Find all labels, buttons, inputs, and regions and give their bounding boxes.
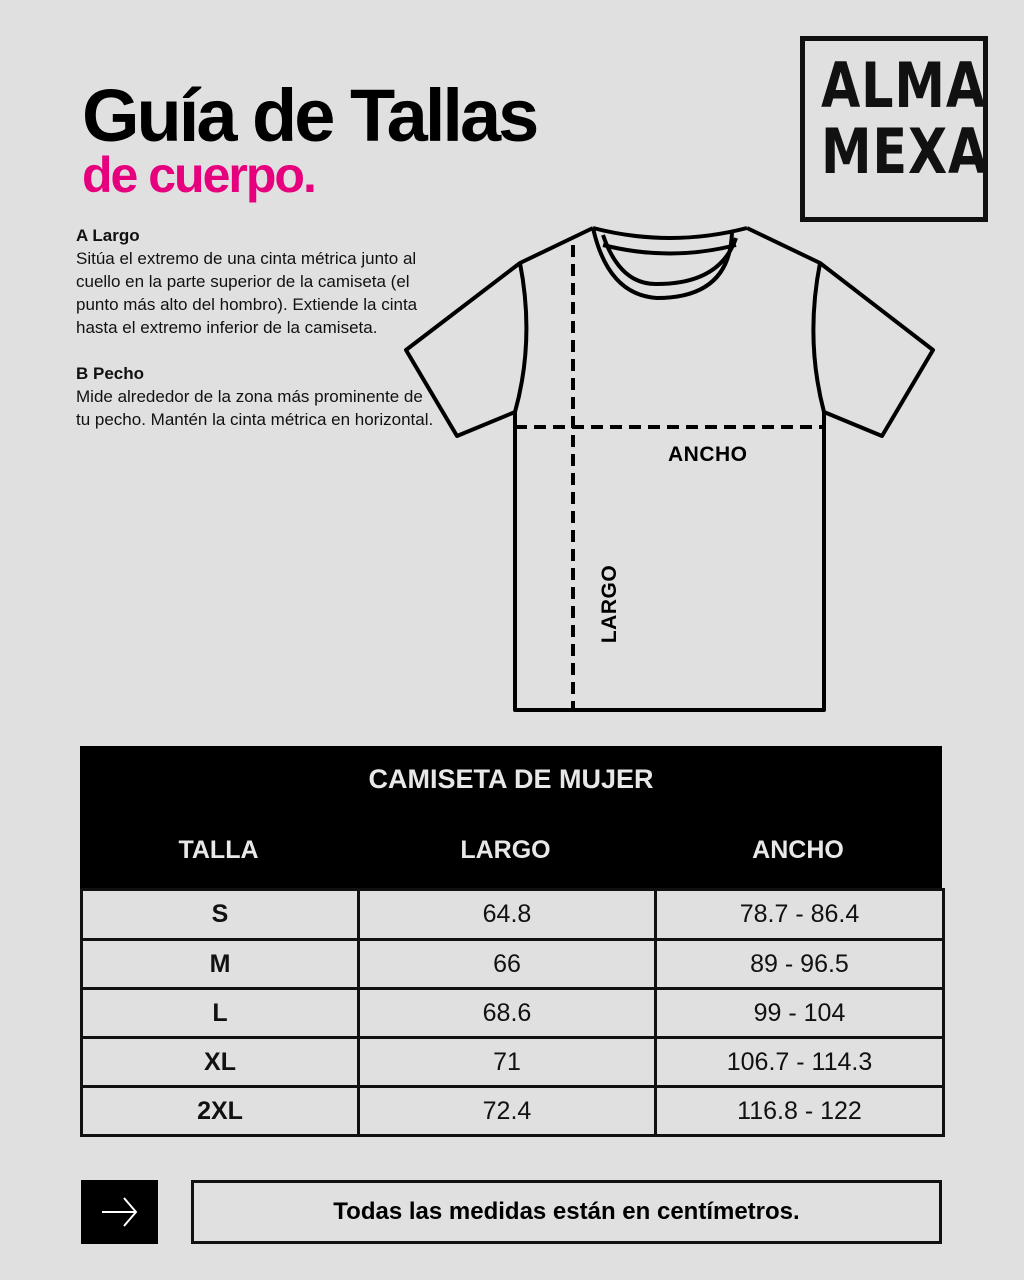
arrow-right-icon <box>100 1192 140 1232</box>
width-cell: 116.8 - 122 <box>656 1087 944 1136</box>
column-header-talla: TALLA <box>178 836 259 864</box>
column-header-ancho: ANCHO <box>752 836 844 864</box>
instruction-text: Sitúa el extremo de una cinta métrica junto al cuello en la parte superior de la camiseta (el punto más alto del hombro). Extiende la cinta hasta el extremo inferior de la camiseta. <box>76 249 418 337</box>
logo-line-2: MEXA <box>821 115 989 188</box>
width-cell: 89 - 96.5 <box>656 940 944 989</box>
page-subtitle: de cuerpo. <box>82 147 315 203</box>
size-cell: 2XL <box>82 1087 359 1136</box>
column-header-largo: LARGO <box>460 836 551 864</box>
instruction-largo <box>76 224 436 339</box>
width-label: ANCHO <box>668 443 748 466</box>
size-table-body <box>80 888 945 1137</box>
width-cell: 78.7 - 86.4 <box>656 890 944 940</box>
brand-logo <box>800 36 988 222</box>
table-row <box>82 989 944 1038</box>
size-cell: XL <box>82 1038 359 1087</box>
units-note: Todas las medidas están en centímetros. <box>191 1180 942 1244</box>
length-cell: 68.6 <box>359 989 656 1038</box>
size-cell: L <box>82 989 359 1038</box>
instruction-pecho <box>76 362 436 431</box>
instruction-text: Mide alrededor de la zona más prominente de tu pecho. Mantén la cinta métrica en horizontal. <box>76 387 434 429</box>
length-label: LARGO <box>598 564 621 644</box>
tshirt-diagram-icon <box>400 220 950 720</box>
length-cell: 66 <box>359 940 656 989</box>
size-table-header <box>80 746 942 888</box>
length-cell: 64.8 <box>359 890 656 940</box>
logo-line-1: ALMA <box>821 49 986 122</box>
size-cell: S <box>82 890 359 940</box>
length-cell: 72.4 <box>359 1087 656 1136</box>
table-row <box>82 940 944 989</box>
width-cell: 106.7 - 114.3 <box>656 1038 944 1087</box>
table-row <box>82 1038 944 1087</box>
table-row <box>82 1087 944 1136</box>
instruction-heading: A Largo <box>76 226 140 245</box>
measurement-instructions <box>76 224 436 454</box>
width-cell: 99 - 104 <box>656 989 944 1038</box>
column-headers <box>80 836 942 865</box>
instruction-heading: B Pecho <box>76 364 145 383</box>
page-title: Guía de Tallas <box>82 74 537 157</box>
table-title: CAMISETA DE MUJER <box>368 764 654 794</box>
size-table <box>80 746 942 1137</box>
size-cell: M <box>82 940 359 989</box>
arrow-button[interactable] <box>81 1180 158 1244</box>
table-row <box>82 890 944 940</box>
length-cell: 71 <box>359 1038 656 1087</box>
